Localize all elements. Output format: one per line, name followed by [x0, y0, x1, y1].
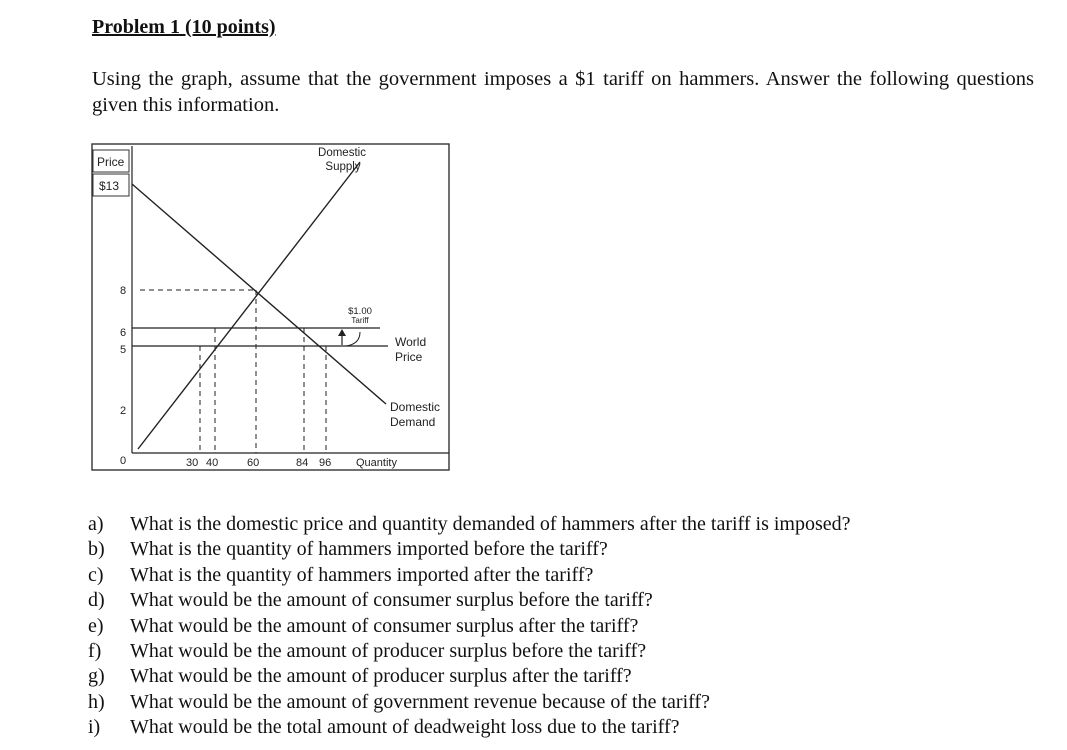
y-tick-label-8: 8: [120, 285, 127, 297]
question-letter: e): [88, 614, 104, 637]
question-item: [88, 639, 851, 664]
x-tick-label-30: 30: [186, 457, 199, 469]
question-text: What would be the amount of producer surplus before the tariff?: [130, 640, 647, 663]
y-tick-label-0: 0: [120, 455, 127, 467]
y-tick-label-2: 2: [120, 405, 127, 417]
question-text: What would be the amount of consumer surplus after the tariff?: [130, 614, 639, 637]
question-text: What would be the total amount of deadweight loss due to the tariff?: [130, 716, 680, 739]
domestic-demand-label-line2: Demand: [390, 415, 436, 429]
y-top-value-label: $13: [99, 179, 120, 193]
question-text: What is the quantity of hammers imported before the tariff?: [130, 538, 608, 561]
question-letter: f): [88, 640, 102, 663]
x-axis-label: Quantity: [356, 457, 397, 469]
question-text: What is the quantity of hammers imported after the tariff?: [130, 563, 594, 586]
question-item: [88, 614, 851, 639]
y-tick-label-6: 6: [120, 327, 127, 339]
domestic-supply-label-line1: Domestic: [318, 147, 366, 159]
question-letter: d): [88, 589, 105, 612]
question-item: [88, 512, 851, 537]
x-tick-label-96: 96: [319, 457, 332, 469]
question-item: [88, 588, 851, 613]
question-item: [88, 664, 851, 689]
question-item: [88, 537, 851, 562]
domestic-supply-label-line2: Supply: [325, 161, 361, 173]
question-letter: c): [88, 563, 104, 586]
question-item: [88, 715, 851, 740]
problem-title: Problem 1 (10 points): [92, 16, 276, 38]
x-tick-label-60: 60: [247, 457, 260, 469]
question-letter: i): [88, 716, 101, 739]
question-letter: g): [88, 665, 105, 688]
y-tick-label-5: 5: [120, 344, 127, 356]
domestic-demand-label-line1: Domestic: [390, 400, 441, 414]
question-letter: a): [88, 513, 104, 535]
tariff-graph-svg: [90, 140, 452, 474]
question-list: [88, 512, 851, 741]
question-text: What would be the amount of government revenue because of the tariff?: [130, 690, 710, 713]
x-tick-label-40: 40: [206, 457, 219, 469]
problem-intro: Using the graph, assume that the government imposes a $1 tariff on hammers. Answer the following questions given this information.: [92, 68, 1034, 116]
tariff-graph: [90, 140, 452, 474]
world-price-label-line2: Price: [395, 350, 423, 364]
world-price-label-line1: World: [395, 335, 427, 349]
question-item: [88, 563, 851, 588]
question-item: [88, 690, 851, 715]
question-text: What would be the amount of consumer surplus before the tariff?: [130, 589, 653, 612]
y-axis-label: Price: [97, 155, 125, 169]
x-tick-label-84: 84: [296, 457, 309, 469]
question-letter: h): [88, 690, 105, 713]
question-letter: b): [88, 538, 105, 561]
tariff-label-line2: Tariff: [351, 316, 369, 325]
question-text: What would be the amount of producer surplus after the tariff?: [130, 665, 632, 688]
tariff-label-line1: $1.00: [348, 306, 372, 317]
question-text: What is the domestic price and quantity demanded of hammers after the tariff is imposed?: [130, 513, 851, 535]
